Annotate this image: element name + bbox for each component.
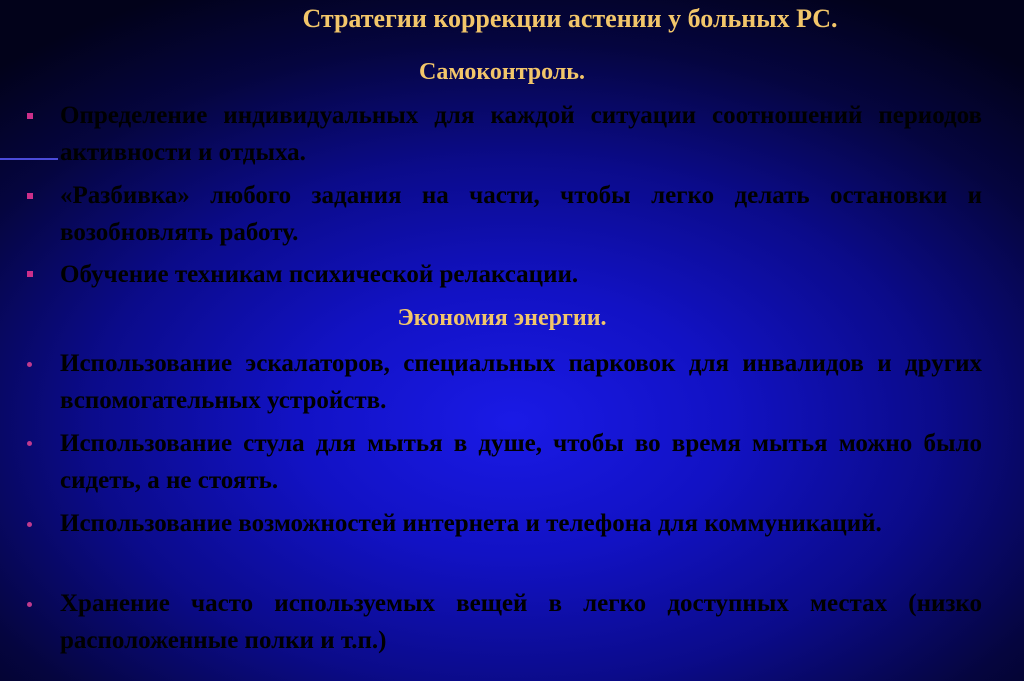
square-bullet-icon [27, 113, 33, 119]
dot-bullet-icon [27, 522, 32, 527]
decorative-divider [0, 158, 58, 160]
square-bullet-icon [27, 193, 33, 199]
list-item: Хранение часто используемых вещей в легко доступных местах (низко расположенные полки и т.п.) [60, 590, 982, 654]
list-item: Использование стула для мытья в душе, чтобы во время мытья можно было сидеть, а не стоять. [60, 430, 982, 494]
list-item: «Разбивка» любого задания на части, чтобы легко делать остановки и возобновлять работу. [60, 182, 982, 246]
square-bullet-icon [27, 271, 33, 277]
section-heading-energy: Экономия энергии. [397, 305, 607, 331]
list-item: Использование возможностей интернета и телефона для коммуникаций. [60, 510, 882, 537]
dot-bullet-icon [27, 362, 32, 367]
list-item: Обучение техникам психической релаксации. [60, 261, 579, 288]
list-item: Использование эскалаторов, специальных парковок для инвалидов и других вспомогательных устройств. [60, 350, 982, 414]
list-item: Определение индивидуальных для каждой ситуации соотношений периодов активности и отдыха. [60, 102, 982, 166]
dot-bullet-icon [27, 441, 32, 446]
slide-title: Стратегии коррекции астении у больных РС. [302, 4, 838, 33]
section-heading-self-control: Самоконтроль. [419, 59, 585, 85]
dot-bullet-icon [27, 602, 32, 607]
